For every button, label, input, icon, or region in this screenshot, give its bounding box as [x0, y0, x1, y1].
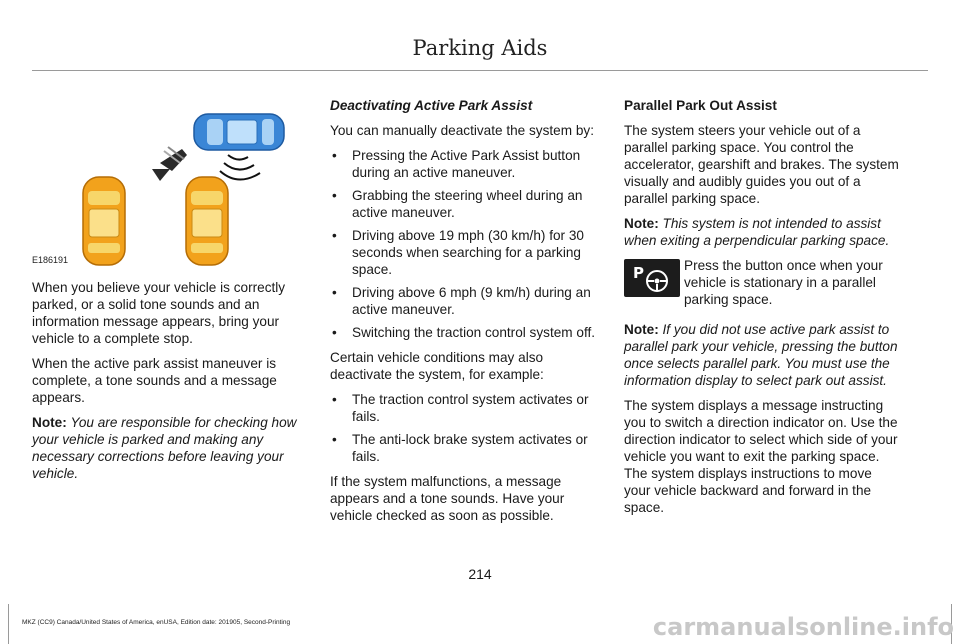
paragraph: You can manually deactivate the system by:	[330, 123, 594, 138]
section-heading: Deactivating Active Park Assist	[330, 98, 533, 113]
paragraph: If the system malfunctions, a message appears and a tone sounds. Have your vehicle checked as soon as possible.	[330, 474, 565, 523]
column-3	[624, 97, 899, 524]
header-divider	[32, 70, 928, 71]
column-2	[330, 97, 605, 532]
footer-text: MKZ (CC9) Canada/United States of America, enUSA, Edition date: 201905, Second-Printing	[22, 619, 291, 626]
park-assist-button-icon	[624, 259, 680, 297]
sensor-waves	[220, 155, 260, 180]
paragraph: The system displays a message instructing you to switch a direction indicator on. Use the direction indicator to select which side of your vehicle you want to exit the parking space. The system displays instructions to move your vehicle backward and forward in the space.	[624, 398, 898, 515]
note-text: You are responsible for checking how your vehicle is parked and making any necessary corrections before leaving your vehicle.	[32, 415, 297, 481]
note-label: Note:	[32, 415, 67, 430]
note-label: Note:	[624, 322, 659, 337]
button-instruction	[624, 257, 899, 313]
active-car	[194, 114, 284, 150]
list-item: • Driving above 6 mph (9 km/h) during an active maneuver.	[330, 284, 605, 318]
page-number: 214	[468, 566, 492, 582]
list-item: • Driving above 19 mph (30 km/h) for 30 seconds when searching for a parking space.	[330, 227, 605, 278]
paragraph: Certain vehicle conditions may also deactivate the system, for example:	[330, 350, 544, 382]
paragraph: The system steers your vehicle out of a parallel parking space. You control the accelerator, gearshift and brakes. The system visually and audibly guides you out of a parallel parking space.	[624, 123, 899, 206]
page-title: Parking Aids	[412, 36, 548, 60]
conditions-list	[330, 391, 605, 465]
parked-car-left	[83, 177, 125, 265]
note-text: If you did not use active park assist to parallel park your vehicle, pressing the button once selects parallel park. You must use the information display to select park out assist.	[624, 322, 898, 388]
note-label: Note:	[624, 216, 659, 231]
paragraph: When you believe your vehicle is correctly parked, or a solid tone sounds and an information message appears, bring your vehicle to a complete stop.	[32, 280, 286, 346]
button-instruction-text: Press the button once when your vehicle is stationary in a parallel parking space.	[684, 258, 883, 307]
section-heading: Parallel Park Out Assist	[624, 98, 777, 113]
list-item: • The anti-lock brake system activates or fails.	[330, 431, 605, 465]
note	[624, 215, 899, 249]
list-item: • The traction control system activates or fails.	[330, 391, 605, 425]
watermark[interactable]: carmanualsonline.info	[652, 613, 954, 641]
list-item: • Grabbing the steering wheel during an active maneuver.	[330, 187, 605, 221]
crop-mark-left	[8, 604, 9, 644]
note	[624, 321, 899, 389]
direction-arrow	[152, 147, 187, 181]
paragraph: When the active park assist maneuver is complete, a tone sounds and a message appears.	[32, 356, 277, 405]
figure-code: E186191	[32, 255, 69, 265]
icon-letter: P	[633, 264, 644, 282]
list-item: • Pressing the Active Park Assist button during an active maneuver.	[330, 147, 605, 181]
parking-scene-figure	[32, 97, 307, 269]
note-text: This system is not intended to assist when exiting a perpendicular parking space.	[624, 216, 890, 248]
deactivation-list	[330, 147, 605, 341]
parked-car-right	[186, 177, 228, 265]
note	[32, 414, 307, 482]
parking-scene-illustration	[32, 97, 307, 269]
list-item: • Switching the traction control system off.	[330, 324, 605, 341]
column-1	[32, 97, 307, 490]
